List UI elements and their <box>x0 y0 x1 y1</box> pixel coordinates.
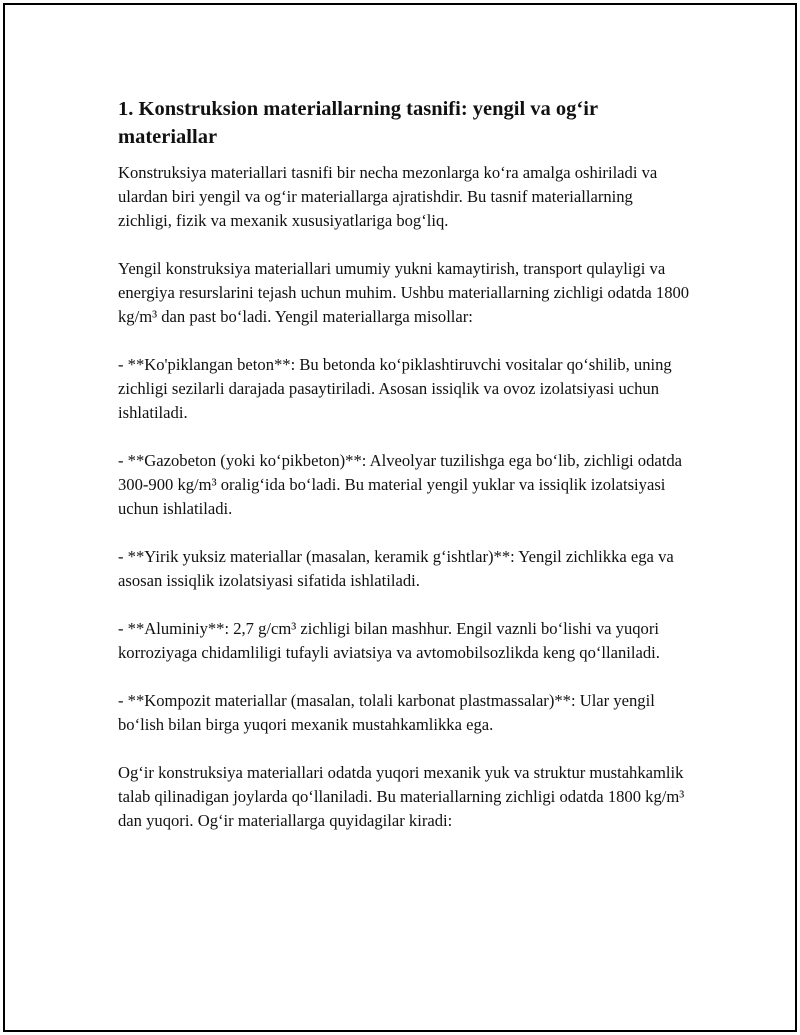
list-item-aerated-concrete: - **Gazobeton (yoki ko‘pikbeton)**: Alveolyar tuzilishga ega bo‘lib, zichligi odatda 300-900 kg/m³ oralig‘ida bo‘ladi. Bu material yengil yuklar va issiqlik izolatsiyasi uchun ishlatiladi. <box>118 451 683 518</box>
list-item-aluminium: - **Aluminiy**: 2,7 g/cm³ zichligi bilan mashhur. Engil vaznli bo‘lishi va yuqori korroziyaga chidamliligi tufayli aviatsiya va avtomobilsozlikda keng qo‘llaniladi. <box>118 619 660 662</box>
paragraph-intro: Konstruksiya materiallari tasnifi bir necha mezonlarga ko‘ra amalga oshiriladi va ulardan biri yengil va og‘ir materiallarga ajratishdir. Bu tasnif materiallarning zichligi, fizik va mexanik xususiyatlariga bog‘liq. <box>118 163 658 230</box>
list-item-foam-concrete: - **Ko'piklangan beton**: Bu betonda ko‘piklashtiruvchi vositalar qo‘shilib, uning zichligi sezilarli darajada pasaytiriladi. Asosan issiqlik va ovoz izolatsiyasi uchun ishlatiladi. <box>118 355 672 422</box>
paragraph-heavy-materials: Og‘ir konstruksiya materiallari odatda yuqori mexanik yuk va struktur mustahkamlik talab qilinadigan joylarda qo‘llaniladi. Bu materiallarning zichligi odatda 1800 kg/m³ dan yuqori. Og‘ir materiallarga quyidagilar kiradi: <box>118 763 685 830</box>
document-body <box>118 95 690 857</box>
list-item-ceramic-bricks: - **Yirik yuksiz materiallar (masalan, keramik g‘ishtlar)**: Yengil zichlikka ega va asosan issiqlik izolatsiyasi sifatida ishlatiladi. <box>118 547 674 590</box>
section-heading: 1. Konstruksion materiallarning tasnifi: yengil va og‘ir materiallar <box>118 98 598 148</box>
list-item-composites: - **Kompozit materiallar (masalan, tolali karbonat plastmassalar)**: Ular yengil bo‘lish bilan birga yuqori mexanik mustahkamlikka ega. <box>118 691 655 734</box>
paragraph-light-materials: Yengil konstruksiya materiallari umumiy yukni kamaytirish, transport qulayligi va energiya resurslarini tejash uchun muhim. Ushbu materiallarning zichligi odatda 1800 kg/m³ dan past bo‘ladi. Yengil materiallarga misollar: <box>118 259 690 326</box>
